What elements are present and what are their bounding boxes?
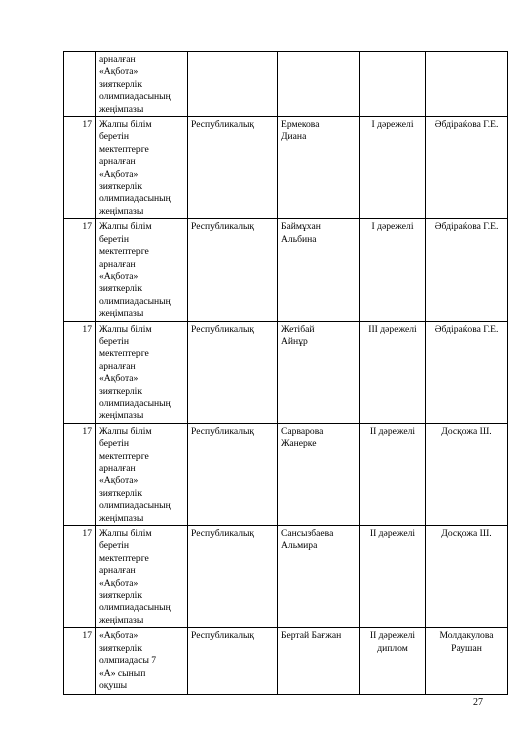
level-cell: Республикалық: [188, 321, 278, 423]
place-cell-line: ІІ дәрежелі: [369, 528, 416, 540]
event-cell-line: зияткерлік: [99, 181, 142, 193]
level-cell: Республикалық: [188, 628, 278, 695]
event-cell-line: арналған: [99, 156, 136, 168]
table-row: [64, 526, 508, 628]
row-number-cell: 17: [64, 628, 96, 695]
student-cell: [278, 52, 360, 117]
student-cell-line: Бертай Бағжан: [281, 630, 342, 642]
level-cell: Республикалық: [188, 423, 278, 525]
event-cell-line: жеңімпазы: [99, 205, 144, 217]
teacher-cell: [426, 321, 508, 423]
row-number-cell: [64, 52, 96, 117]
event-cell-line: жеңімпазы: [99, 614, 144, 626]
place-cell: [360, 117, 426, 219]
teacher-cell: [426, 526, 508, 628]
event-cell-line: олимпиадасының: [99, 193, 171, 205]
place-cell: [360, 526, 426, 628]
table-row: [64, 117, 508, 219]
place-cell: [360, 321, 426, 423]
event-cell-line: оқушы: [99, 679, 128, 691]
event-cell: [96, 219, 188, 321]
event-cell-line: зияткерлік: [99, 78, 142, 90]
teacher-cell-line: Әбдіраќова Г.Е.: [434, 221, 499, 233]
student-cell-line: Сансызбаева: [281, 528, 334, 540]
event-cell-line: Жалпы білім: [99, 528, 152, 540]
event-cell-line: Жалпы білім: [99, 323, 152, 335]
event-cell-line: Жалпы білім: [99, 221, 152, 233]
event-cell-line: Жалпы білім: [99, 119, 152, 131]
student-cell-line: Сарварова: [281, 425, 324, 437]
event-cell-line: беретін: [99, 540, 130, 552]
event-cell-line: зияткерлік: [99, 283, 142, 295]
event-cell-line: беретін: [99, 335, 130, 347]
level-cell: [188, 52, 278, 117]
place-cell: [360, 52, 426, 117]
place-cell: [360, 219, 426, 321]
teacher-cell-line: Әбдіраќова Г.Е.: [434, 323, 499, 335]
teacher-cell-line: Молдакулова: [439, 630, 494, 642]
level-cell: Республикалық: [188, 219, 278, 321]
event-cell-line: зияткерлік: [99, 642, 142, 654]
place-cell-line: ІІ дәрежелі: [369, 630, 416, 642]
event-cell-line: арналған: [99, 463, 136, 474]
event-cell-line: жеңімпазы: [99, 410, 144, 422]
student-cell: [278, 219, 360, 321]
student-cell: [278, 321, 360, 423]
event-cell-line: арналған: [99, 565, 136, 577]
student-cell-line: Диана: [281, 131, 307, 143]
event-cell-line: мектептерге: [99, 348, 149, 360]
event-cell-line: зияткерлік: [99, 487, 142, 499]
event-cell-line: беретін: [99, 438, 130, 450]
event-cell-line: олимпиадасының: [99, 91, 171, 103]
teacher-cell: [426, 52, 508, 117]
table-row: [64, 321, 508, 423]
event-cell-line: зияткерлік: [99, 385, 142, 397]
event-cell-line: жеңімпазы: [99, 103, 144, 115]
event-cell: [96, 117, 188, 219]
event-cell-line: олмпиадасы 7: [99, 655, 157, 667]
event-cell-line: зияткерлік: [99, 590, 142, 602]
awards-table: [63, 51, 508, 695]
table-row: [64, 52, 508, 117]
place-cell: [360, 628, 426, 695]
teacher-cell-line: Раушан: [451, 642, 482, 654]
student-cell-line: Айнұр: [281, 335, 308, 347]
table-row: [64, 423, 508, 525]
student-cell: [278, 423, 360, 525]
student-cell-line: Баймұхан: [281, 221, 321, 233]
teacher-cell: [426, 423, 508, 525]
event-cell-line: беретін: [99, 233, 130, 245]
event-cell: [96, 52, 188, 117]
event-cell-line: мектептерге: [99, 552, 149, 564]
event-cell-line: олимпиадасының: [99, 500, 171, 512]
student-cell-line: Ермекова: [281, 119, 320, 131]
event-cell-line: «Ақбота»: [99, 630, 139, 642]
student-cell: [278, 117, 360, 219]
student-cell-line: Жанерке: [281, 438, 317, 450]
teacher-cell: [426, 628, 508, 695]
event-cell-line: «Ақбота»: [99, 577, 139, 589]
teacher-cell-line: Досқожа Ш.: [441, 528, 492, 540]
student-cell-line: Жетібай: [281, 323, 315, 335]
teacher-cell-line: Досқожа Ш.: [441, 425, 492, 437]
event-cell-line: «Ақбота»: [99, 66, 139, 78]
event-cell: [96, 526, 188, 628]
awards-table-body: [64, 52, 508, 695]
table-row: [64, 219, 508, 321]
event-cell-line: мектептерге: [99, 246, 149, 258]
event-cell-line: «Ақбота»: [99, 475, 139, 487]
row-number-cell: 17: [64, 117, 96, 219]
event-cell-line: арналған: [99, 258, 136, 270]
level-cell: Республикалық: [188, 526, 278, 628]
student-cell-line: Альмира: [281, 540, 318, 552]
event-cell-line: «Ақбота»: [99, 373, 139, 385]
level-cell: Республикалық: [188, 117, 278, 219]
place-cell-line: ІІІ дәрежелі: [368, 323, 417, 335]
page-number: 27: [473, 697, 483, 708]
place-cell-line: І дәрежелі: [371, 119, 414, 131]
event-cell-line: «Ақбота»: [99, 168, 139, 180]
place-cell-line: І дәрежелі: [371, 221, 414, 233]
event-cell: [96, 321, 188, 423]
row-number-cell: 17: [64, 423, 96, 525]
row-number-cell: 17: [64, 526, 96, 628]
teacher-cell-line: Әбдіраќова Г.Е.: [434, 119, 499, 131]
teacher-cell: [426, 117, 508, 219]
student-cell: [278, 628, 360, 695]
event-cell-line: жеңімпазы: [99, 512, 144, 524]
place-cell-line: ІІ дәрежелі: [369, 425, 416, 437]
event-cell-line: арналған: [99, 360, 136, 372]
row-number-cell: 17: [64, 321, 96, 423]
event-cell-line: мектептерге: [99, 143, 149, 155]
event-cell-line: беретін: [99, 131, 130, 143]
event-cell-line: «А» сынып: [99, 667, 146, 679]
event-cell-line: арналған: [99, 54, 136, 65]
teacher-cell: [426, 219, 508, 321]
table-row: [64, 628, 508, 695]
student-cell-line: Альбина: [281, 233, 317, 245]
event-cell-line: «Ақбота»: [99, 270, 139, 282]
place-cell-line: диплом: [377, 642, 408, 654]
event-cell-line: олимпиадасының: [99, 295, 171, 307]
student-cell: [278, 526, 360, 628]
event-cell-line: Жалпы білім: [99, 425, 152, 437]
place-cell: [360, 423, 426, 525]
event-cell-line: олимпиадасының: [99, 397, 171, 409]
row-number-cell: 17: [64, 219, 96, 321]
event-cell-line: мектептерге: [99, 450, 149, 462]
event-cell: [96, 628, 188, 695]
event-cell-line: жеңімпазы: [99, 308, 144, 320]
event-cell-line: олимпиадасының: [99, 602, 171, 614]
event-cell: [96, 423, 188, 525]
